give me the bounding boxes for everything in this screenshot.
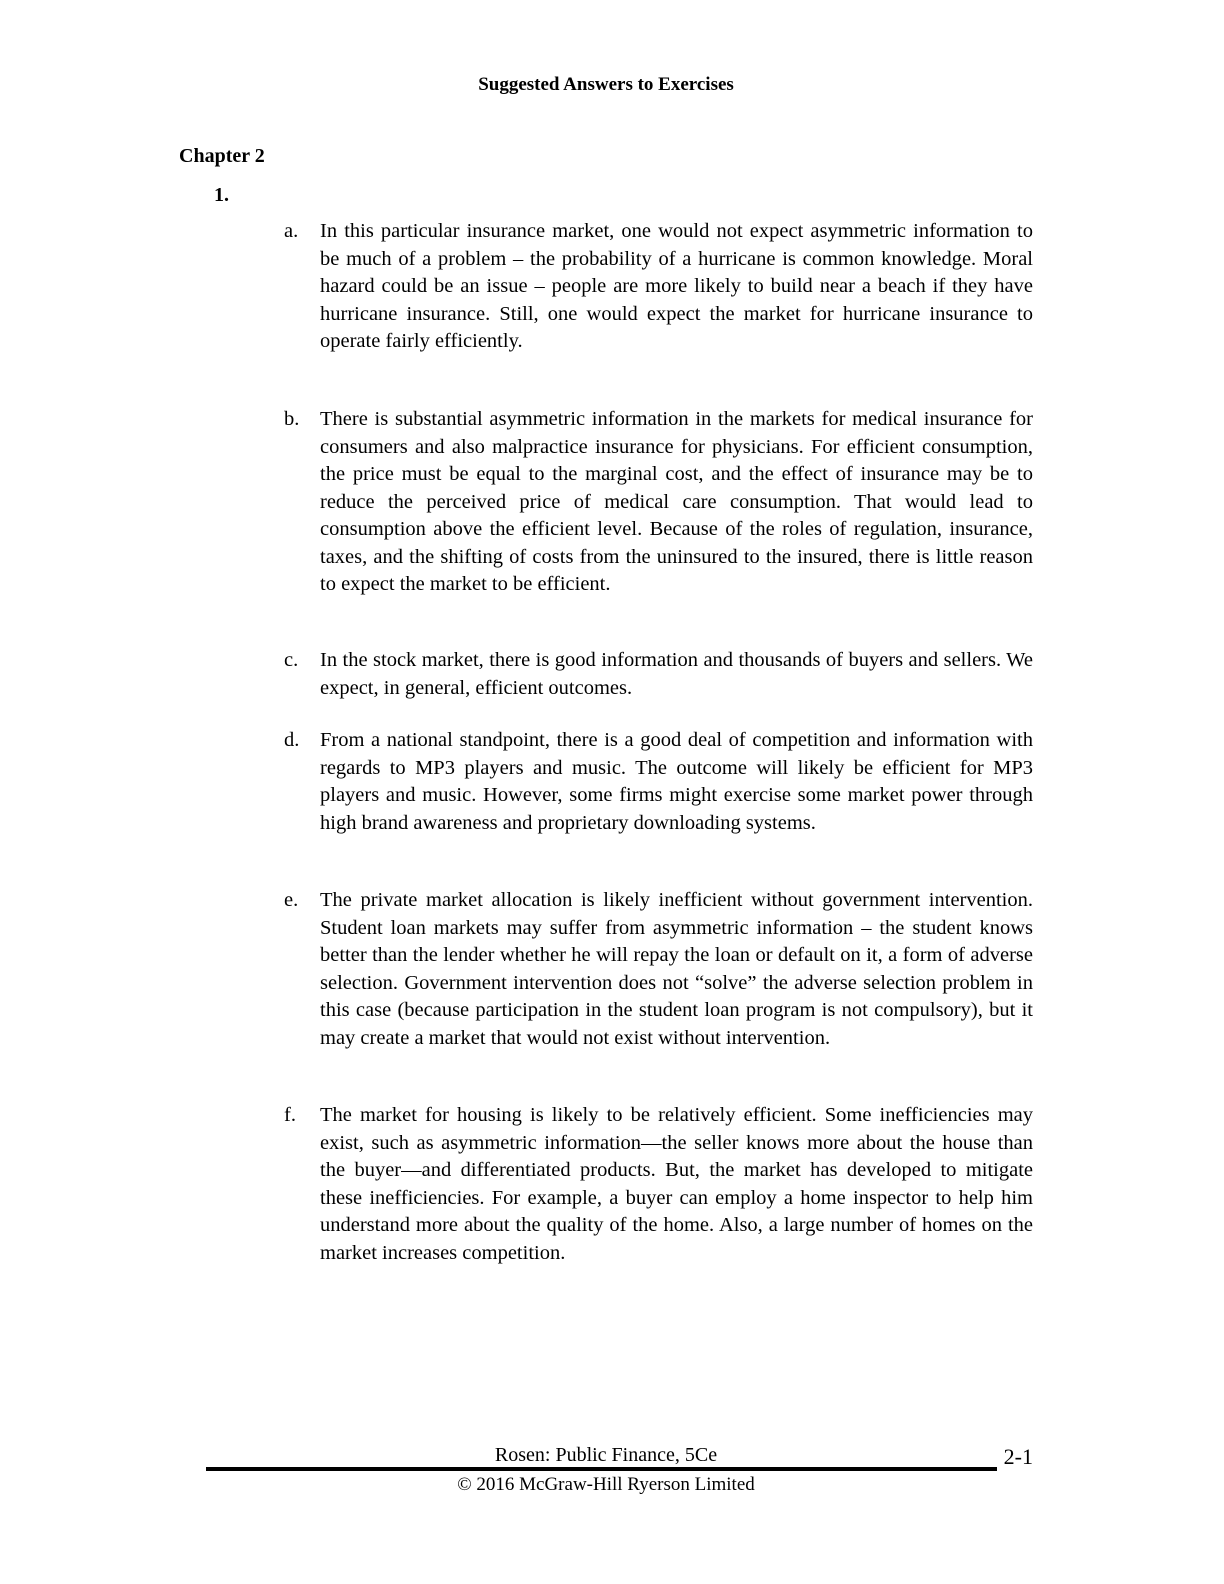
answer-letter: c. <box>284 649 299 671</box>
answer-text: In the stock market, there is good information and thousands of buyers and sellers. We expect, in general, efficient outcomes. <box>320 649 1033 699</box>
answer-text: There is substantial asymmetric information in the markets for medical insurance for consumers and also malpractice insurance for physicians. For efficient consumption, the price must be equal to the marginal cost, and the effect of insurance may be to reduce the perceived price of medical care consumption. That would lead to consumption above the efficient level. Because of the roles of regulation, insurance, taxes, and the shifting of costs from the uninsured to the insured, there is little reason to expect the market to be efficient. <box>320 408 1033 595</box>
answer-letter: e. <box>284 889 299 911</box>
copyright-notice: © 2016 McGraw-Hill Ryerson Limited <box>457 1474 755 1495</box>
answer-text: In this particular insurance market, one would not expect asymmetric information to be much of a problem – the probability of a hurricane is common knowledge. Moral hazard could be an issue – people are more likely to build near a beach if they have hurricane insurance. Still, one would expect the market for hurricane insurance to operate fairly efficiently. <box>320 220 1033 352</box>
answer-text: From a national standpoint, there is a good deal of competition and information with regards to MP3 players and music. The outcome will likely be efficient for MP3 players and music. However, some firms might exercise some market power through high brand awareness and proprietary downloading systems. <box>320 729 1033 834</box>
answer-item-e <box>284 887 1033 1052</box>
answer-text: The private market allocation is likely inefficient without government intervention. Student loan markets may suffer from asymmetric information – the student knows better than the lender whether he will repay the loan or default on it, a form of adverse selection. Government intervention does not “solve” the adverse selection problem in this case (because participation in the student loan program is not compulsory), but it may create a market that would not exist without intervention. <box>320 889 1033 1049</box>
footer-divider <box>206 1467 997 1471</box>
answer-item-f <box>284 1102 1033 1267</box>
answer-item-c <box>284 647 1033 702</box>
answer-letter: b. <box>284 408 300 430</box>
answer-letter: a. <box>284 220 299 242</box>
page-header: Suggested Answers to Exercises <box>478 74 734 95</box>
footer-book-title: Rosen: Public Finance, 5Ce <box>494 1444 718 1466</box>
answer-item-d <box>284 727 1033 837</box>
answer-text: The market for housing is likely to be relatively efficient. Some inefficiencies may exist, such as asymmetric information—the seller knows more about the house than the buyer—and differentiated products. But, the market has developed to mitigate these inefficiencies. For example, a buyer can employ a home inspector to help him understand more about the quality of the home. Also, a large number of homes on the market increases competition. <box>320 1104 1033 1264</box>
chapter-title: Chapter 2 <box>179 145 265 167</box>
answer-letter: f. <box>284 1104 296 1126</box>
page-number: 2-1 <box>1003 1444 1033 1469</box>
answer-item-b <box>284 406 1033 599</box>
question-number: 1. <box>214 184 229 206</box>
answer-letter: d. <box>284 729 300 751</box>
answer-item-a <box>284 218 1033 356</box>
